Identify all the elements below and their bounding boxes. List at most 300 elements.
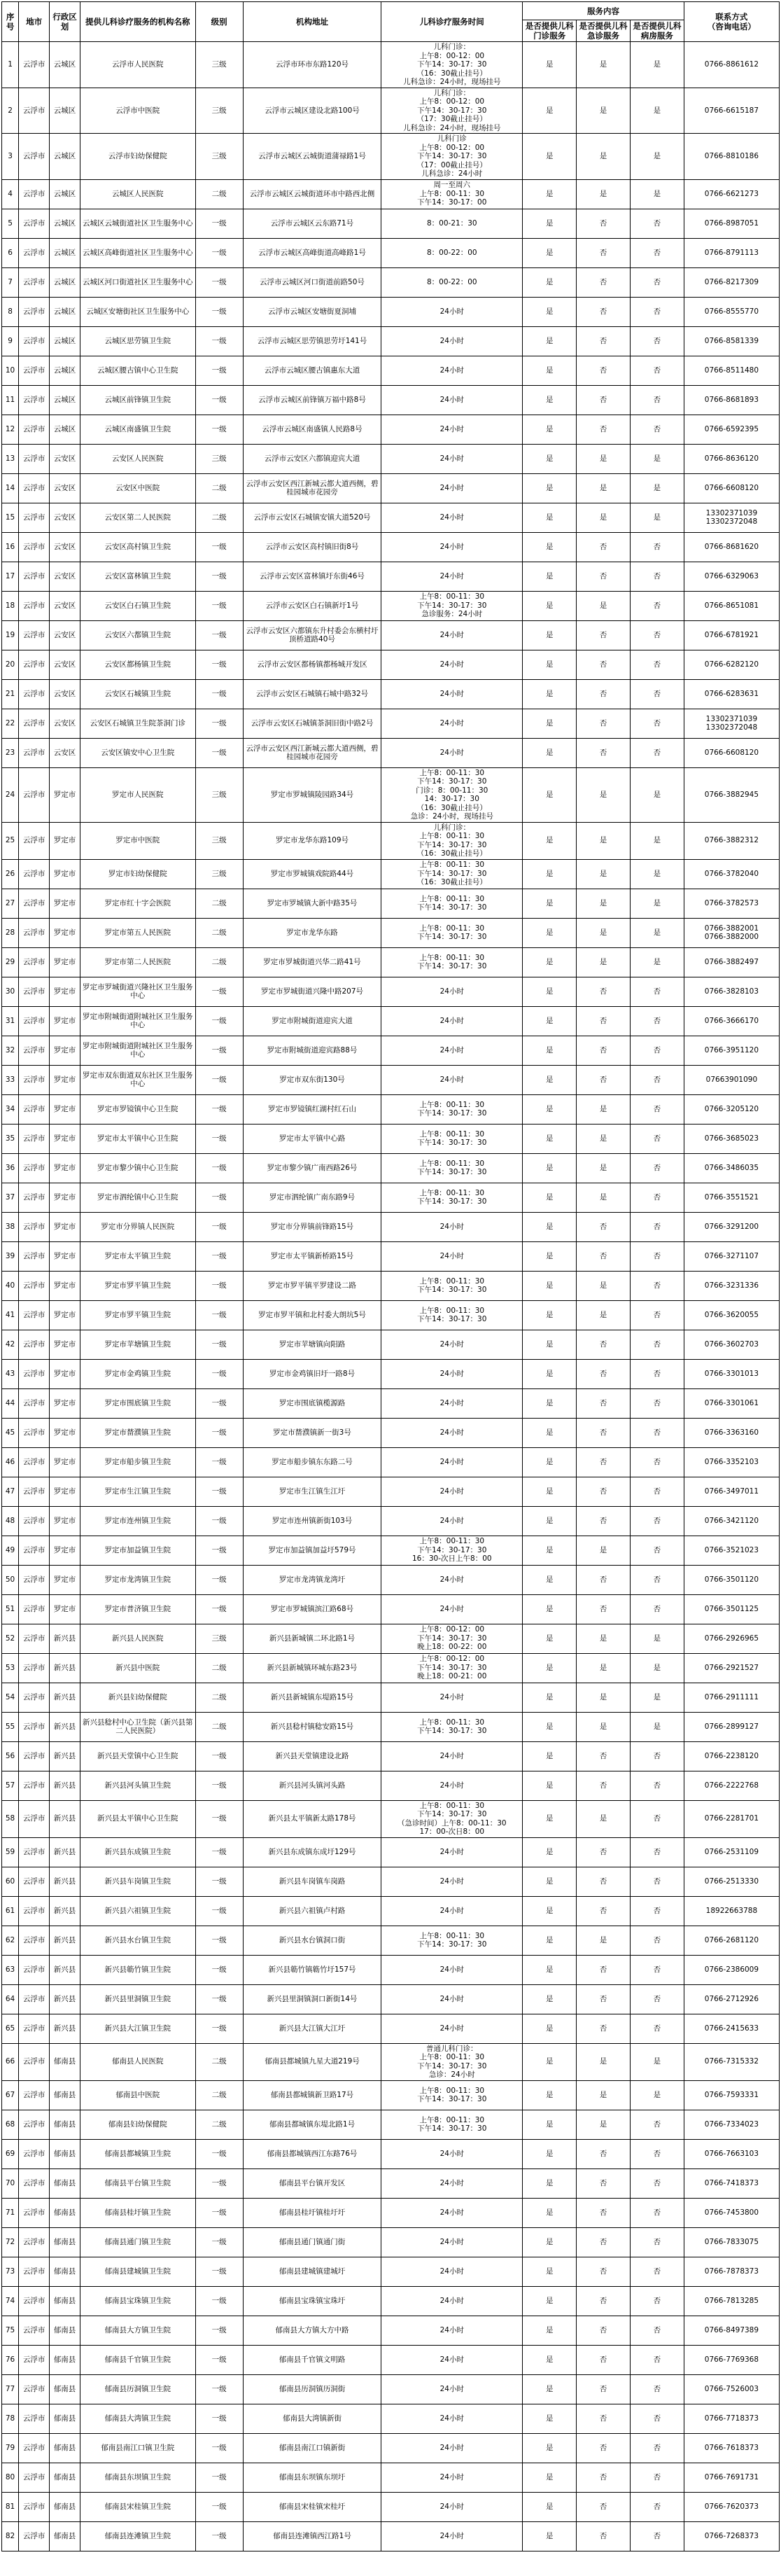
outpatient-flag-cell: 是 <box>523 918 577 947</box>
emergency-flag-cell: 是 <box>577 1926 631 1955</box>
row-no-cell: 27 <box>2 889 19 918</box>
service-hours-cell: 24小时 <box>381 385 523 415</box>
row-no-cell: 57 <box>2 1771 19 1800</box>
contact-phone-cell: 0766-2712926 <box>684 1984 779 2014</box>
outpatient-flag-cell: 是 <box>523 1896 577 1926</box>
ward-flag-cell: 否 <box>630 650 684 679</box>
row-no-cell: 20 <box>2 650 19 679</box>
address-cell: 罗定市苹塘镇向阳路 <box>243 1330 381 1359</box>
service-hours-cell: 上午8：00-11：30 下午14：30-17：30 <box>381 1183 523 1212</box>
service-hours-cell: 上午8：00-11：30 下午14：30-17：30 （急诊时间）上午8：00-11：30 17：00-次日8：00 <box>381 1800 523 1837</box>
address-cell: 罗定市龙湾镇龙湾圩 <box>243 1565 381 1594</box>
institution-name-cell: 罗定市红十字会医院 <box>80 889 195 918</box>
row-no-cell: 4 <box>2 179 19 209</box>
service-hours-cell: 24小时 <box>381 1036 523 1065</box>
table-row <box>2 1771 780 1800</box>
ward-flag-cell: 否 <box>630 1594 684 1624</box>
service-hours-cell: 上午8：00-11：30 下午14：30-17：30 <box>381 918 523 947</box>
city-cell: 云浮市 <box>19 2316 50 2345</box>
table-row <box>2 2014 780 2043</box>
emergency-flag-cell: 是 <box>577 2110 631 2139</box>
level-cell: 三级 <box>195 134 243 180</box>
emergency-flag-cell: 否 <box>577 650 631 679</box>
table-row <box>2 134 780 180</box>
city-cell: 云浮市 <box>19 1094 50 1124</box>
institution-name-cell: 云城区云城街道社区卫生服务中心 <box>80 209 195 238</box>
emergency-flag-cell: 是 <box>577 889 631 918</box>
table-row <box>2 2043 780 2080</box>
row-no-cell: 39 <box>2 1241 19 1271</box>
district-cell: 新兴县 <box>50 1837 80 1867</box>
ward-flag-cell: 是 <box>630 503 684 532</box>
level-cell: 一级 <box>195 1741 243 1771</box>
table-row <box>2 679 780 709</box>
city-cell: 云浮市 <box>19 859 50 889</box>
address-cell: 云浮市云城区前锋镇万福中路8号 <box>243 385 381 415</box>
institution-name-cell: 郁南县桂圩镇卫生院 <box>80 2198 195 2227</box>
table-row <box>2 385 780 415</box>
institution-name-cell: 新兴县人民医院 <box>80 1624 195 1653</box>
contact-phone-cell: 0766-3363160 <box>684 1418 779 1447</box>
institution-name-cell: 郁南县连滩镇卫生院 <box>80 2521 195 2551</box>
institution-name-cell: 新兴县水台镇卫生院 <box>80 1926 195 1955</box>
emergency-flag-cell: 否 <box>577 2168 631 2198</box>
address-cell: 云浮市云安区西江新城云都大道西侧，碧桂园城市花园旁 <box>243 738 381 767</box>
outpatient-flag-cell: 是 <box>523 473 577 503</box>
emergency-flag-cell: 否 <box>577 1741 631 1771</box>
table-row <box>2 1955 780 1984</box>
level-cell: 二级 <box>195 2043 243 2080</box>
ward-flag-cell: 否 <box>630 1300 684 1330</box>
district-cell: 云城区 <box>50 356 80 385</box>
contact-phone-cell: 0766-8681893 <box>684 385 779 415</box>
service-hours-cell: 24小时 <box>381 503 523 532</box>
row-no-cell: 81 <box>2 2492 19 2521</box>
ward-flag-cell: 否 <box>630 679 684 709</box>
institution-name-cell: 罗定市妇幼保健院 <box>80 859 195 889</box>
service-hours-cell: 24小时 <box>381 1955 523 1984</box>
outpatient-flag-cell: 是 <box>523 2286 577 2316</box>
emergency-flag-cell: 是 <box>577 42 631 88</box>
institution-name-cell: 郁南县中医院 <box>80 2080 195 2110</box>
contact-phone-cell: 0766-8861612 <box>684 42 779 88</box>
outpatient-flag-cell: 是 <box>523 179 577 209</box>
address-cell: 罗定市罗城镇陵园路34号 <box>243 767 381 822</box>
emergency-flag-cell: 是 <box>577 88 631 134</box>
row-no-cell: 59 <box>2 1837 19 1867</box>
contact-phone-cell: 0766-2222768 <box>684 1771 779 1800</box>
row-no-cell: 2 <box>2 88 19 134</box>
ward-flag-cell: 是 <box>630 1624 684 1653</box>
service-hours-cell: 上午8：00-11：30 下午14：30-17：30 <box>381 2080 523 2110</box>
contact-phone-cell: 0766-3882497 <box>684 947 779 977</box>
emergency-flag-cell: 否 <box>577 679 631 709</box>
address-cell: 新兴县天堂镇建设北路 <box>243 1741 381 1771</box>
contact-phone-cell: 0766-3882312 <box>684 822 779 859</box>
outpatient-flag-cell: 是 <box>523 1477 577 1506</box>
table-row <box>2 2345 780 2374</box>
header-level: 级别 <box>195 2 243 42</box>
contact-phone-cell: 0766-2921527 <box>684 1653 779 1683</box>
contact-phone-cell: 0766-7618373 <box>684 2433 779 2463</box>
ward-flag-cell: 是 <box>630 2043 684 2080</box>
contact-phone-cell: 0766-3782040 <box>684 859 779 889</box>
level-cell: 二级 <box>195 1653 243 1683</box>
level-cell: 一级 <box>195 1036 243 1065</box>
table-row <box>2 267 780 297</box>
emergency-flag-cell: 是 <box>577 1183 631 1212</box>
district-cell: 罗定市 <box>50 1330 80 1359</box>
emergency-flag-cell: 否 <box>577 1477 631 1506</box>
outpatient-flag-cell: 是 <box>523 1388 577 1418</box>
outpatient-flag-cell: 是 <box>523 2110 577 2139</box>
table-row <box>2 1388 780 1418</box>
city-cell: 云浮市 <box>19 2374 50 2404</box>
address-cell: 新兴县水台镇洞口街 <box>243 1926 381 1955</box>
ward-flag-cell: 否 <box>630 1418 684 1447</box>
table-row <box>2 2110 780 2139</box>
table-row <box>2 1447 780 1477</box>
institution-name-cell: 罗定市龙湾镇卫生院 <box>80 1565 195 1594</box>
contact-phone-cell: 0766-3828103 <box>684 977 779 1006</box>
institution-name-cell: 罗定市第二人民医院 <box>80 947 195 977</box>
city-cell: 云浮市 <box>19 679 50 709</box>
row-no-cell: 64 <box>2 1984 19 2014</box>
address-cell: 云浮市云城区云城街道蒲禄路1号 <box>243 134 381 180</box>
service-hours-cell: 24小时 <box>381 2168 523 2198</box>
emergency-flag-cell: 是 <box>577 1271 631 1300</box>
emergency-flag-cell: 否 <box>577 356 631 385</box>
service-hours-cell: 儿科门诊： 上午8：00-12：00 下午14：30-17：30 （16：30截止挂号） 儿科急诊：24小时，现场挂号 <box>381 42 523 88</box>
row-no-cell: 19 <box>2 620 19 650</box>
contact-phone-cell: 0766-8217309 <box>684 267 779 297</box>
emergency-flag-cell: 否 <box>577 709 631 738</box>
institution-name-cell: 新兴县簕竹镇卫生院 <box>80 1955 195 1984</box>
table-row <box>2 503 780 532</box>
level-cell: 一级 <box>195 2316 243 2345</box>
city-cell: 云浮市 <box>19 767 50 822</box>
outpatient-flag-cell: 是 <box>523 2374 577 2404</box>
service-hours-cell: 上午8：00-11：30 下午14：30-17：30 <box>381 1300 523 1330</box>
ward-flag-cell: 否 <box>630 356 684 385</box>
contact-phone-cell: 0766-7334023 <box>684 2110 779 2139</box>
row-no-cell: 62 <box>2 1926 19 1955</box>
level-cell: 一级 <box>195 1212 243 1241</box>
city-cell: 云浮市 <box>19 1771 50 1800</box>
contact-phone-cell: 0766-3951120 <box>684 1036 779 1065</box>
ward-flag-cell: 是 <box>630 2080 684 2110</box>
outpatient-flag-cell: 是 <box>523 1330 577 1359</box>
ward-flag-cell: 否 <box>630 1867 684 1896</box>
service-hours-cell: 24小时 <box>381 1359 523 1388</box>
institution-name-cell: 郁南县宋桂镇卫生院 <box>80 2492 195 2521</box>
row-no-cell: 30 <box>2 977 19 1006</box>
header-hours: 儿科诊疗服务时间 <box>381 2 523 42</box>
outpatient-flag-cell: 是 <box>523 209 577 238</box>
row-no-cell: 29 <box>2 947 19 977</box>
row-no-cell: 43 <box>2 1359 19 1388</box>
emergency-flag-cell: 否 <box>577 2014 631 2043</box>
service-hours-cell: 24小时 <box>381 977 523 1006</box>
outpatient-flag-cell: 是 <box>523 2014 577 2043</box>
table-row <box>2 947 780 977</box>
address-cell: 云浮市云城区云城街道环市中路西北侧 <box>243 179 381 209</box>
table-row <box>2 620 780 650</box>
table-row <box>2 1712 780 1741</box>
row-no-cell: 67 <box>2 2080 19 2110</box>
header-contact: 联系方式 （咨询电话） <box>684 2 779 42</box>
emergency-flag-cell: 是 <box>577 1536 631 1565</box>
table-body <box>2 42 780 2551</box>
address-cell: 郁南县建城镇建城圩 <box>243 2257 381 2286</box>
address-cell: 郁南县连滩镇西江路1号 <box>243 2521 381 2551</box>
institution-name-cell: 云安区第二人民医院 <box>80 503 195 532</box>
row-no-cell: 15 <box>2 503 19 532</box>
contact-phone-cell: 0766-6615187 <box>684 88 779 134</box>
level-cell: 一级 <box>195 1896 243 1926</box>
service-hours-cell: 24小时 <box>381 297 523 326</box>
contact-phone-cell: 0766-3602703 <box>684 1330 779 1359</box>
service-hours-cell: 上午8：00-11：30 下午14：30-17：30 <box>381 2110 523 2139</box>
district-cell: 云安区 <box>50 532 80 562</box>
level-cell: 一级 <box>195 709 243 738</box>
table-row <box>2 1241 780 1271</box>
ward-flag-cell: 否 <box>630 1359 684 1388</box>
emergency-flag-cell: 否 <box>577 1036 631 1065</box>
address-cell: 新兴县河头镇河头路 <box>243 1771 381 1800</box>
city-cell: 云浮市 <box>19 889 50 918</box>
ward-flag-cell: 否 <box>630 2345 684 2374</box>
row-no-cell: 5 <box>2 209 19 238</box>
district-cell: 云安区 <box>50 620 80 650</box>
district-cell: 郁南县 <box>50 2521 80 2551</box>
table-row <box>2 1065 780 1094</box>
service-hours-cell: 24小时 <box>381 1896 523 1926</box>
address-cell: 郁南县大方镇大方中路 <box>243 2316 381 2345</box>
table-row <box>2 1094 780 1124</box>
service-hours-cell: 24小时 <box>381 415 523 444</box>
header-institution: 提供儿科诊疗服务的机构名称 <box>80 2 195 42</box>
address-cell: 郁南县千官镇文明路 <box>243 2345 381 2374</box>
table-row <box>2 1506 780 1536</box>
service-hours-cell: 24小时 <box>381 650 523 679</box>
emergency-flag-cell: 否 <box>577 1984 631 2014</box>
ward-flag-cell: 否 <box>630 267 684 297</box>
row-no-cell: 45 <box>2 1418 19 1447</box>
contact-phone-cell: 0766-8636120 <box>684 444 779 473</box>
address-cell: 新兴县里洞镇洞口新街14号 <box>243 1984 381 2014</box>
service-hours-cell: 24小时 <box>381 2198 523 2227</box>
ward-flag-cell: 否 <box>630 1094 684 1124</box>
row-no-cell: 32 <box>2 1036 19 1065</box>
service-hours-cell: 上午8：00-11：30 下午14：30-17：30 急诊服务：24小时 <box>381 591 523 620</box>
level-cell: 一级 <box>195 1447 243 1477</box>
city-cell: 云浮市 <box>19 1271 50 1300</box>
address-cell: 罗定市船步镇东东路二号 <box>243 1447 381 1477</box>
level-cell: 一级 <box>195 977 243 1006</box>
table-row <box>2 2463 780 2492</box>
table-row <box>2 650 780 679</box>
table-row <box>2 415 780 444</box>
level-cell: 二级 <box>195 889 243 918</box>
city-cell: 云浮市 <box>19 2198 50 2227</box>
ward-flag-cell: 否 <box>630 1330 684 1359</box>
district-cell: 罗定市 <box>50 1006 80 1036</box>
outpatient-flag-cell: 是 <box>523 415 577 444</box>
table-row <box>2 738 780 767</box>
emergency-flag-cell: 是 <box>577 2043 631 2080</box>
outpatient-flag-cell: 是 <box>523 2080 577 2110</box>
header-services-group: 服务内容 <box>523 2 684 20</box>
service-hours-cell: 24小时 <box>381 2139 523 2168</box>
contact-phone-cell: 0766-7833075 <box>684 2227 779 2257</box>
city-cell: 云浮市 <box>19 2168 50 2198</box>
ward-flag-cell: 否 <box>630 1896 684 1926</box>
city-cell: 云浮市 <box>19 1359 50 1388</box>
outpatient-flag-cell: 是 <box>523 591 577 620</box>
ward-flag-cell: 是 <box>630 767 684 822</box>
header-ward: 是否提供儿科病房服务 <box>630 20 684 42</box>
institution-name-cell: 郁南县妇幼保健院 <box>80 2110 195 2139</box>
level-cell: 三级 <box>195 444 243 473</box>
ward-flag-cell: 否 <box>630 2257 684 2286</box>
outpatient-flag-cell: 是 <box>523 2404 577 2433</box>
service-hours-cell: 24小时 <box>381 2492 523 2521</box>
contact-phone-cell: 0766-3301061 <box>684 1388 779 1418</box>
institution-name-cell: 罗定市黎少镇中心卫生院 <box>80 1153 195 1183</box>
institution-name-cell: 罗定市榃濮镇卫生院 <box>80 1418 195 1447</box>
row-no-cell: 48 <box>2 1506 19 1536</box>
level-cell: 一级 <box>195 1565 243 1594</box>
district-cell: 郁南县 <box>50 2257 80 2286</box>
row-no-cell: 61 <box>2 1896 19 1926</box>
contact-phone-cell: 0766-2531109 <box>684 1837 779 1867</box>
row-no-cell: 58 <box>2 1800 19 1837</box>
table-row <box>2 209 780 238</box>
outpatient-flag-cell: 是 <box>523 532 577 562</box>
emergency-flag-cell: 是 <box>577 503 631 532</box>
table-row <box>2 356 780 385</box>
service-hours-cell: 24小时 <box>381 326 523 356</box>
row-no-cell: 77 <box>2 2374 19 2404</box>
district-cell: 罗定市 <box>50 918 80 947</box>
city-cell: 云浮市 <box>19 2433 50 2463</box>
service-hours-cell: 24小时 <box>381 1837 523 1867</box>
district-cell: 新兴县 <box>50 1771 80 1800</box>
city-cell: 云浮市 <box>19 1565 50 1594</box>
institution-name-cell: 云城区高峰街道社区卫生服务中心 <box>80 238 195 267</box>
level-cell: 一级 <box>195 1955 243 1984</box>
district-cell: 云安区 <box>50 738 80 767</box>
institution-name-cell: 罗定市太平镇卫生院 <box>80 1241 195 1271</box>
contact-phone-cell: 13302371039 13302372048 <box>684 503 779 532</box>
emergency-flag-cell: 否 <box>577 2492 631 2521</box>
institution-name-cell: 郁南县宝珠镇卫生院 <box>80 2286 195 2316</box>
city-cell: 云浮市 <box>19 1241 50 1271</box>
row-no-cell: 31 <box>2 1006 19 1036</box>
emergency-flag-cell: 是 <box>577 1624 631 1653</box>
district-cell: 罗定市 <box>50 1241 80 1271</box>
emergency-flag-cell: 否 <box>577 2345 631 2374</box>
address-cell: 云浮市云城区河口街道前路50号 <box>243 267 381 297</box>
table-row <box>2 709 780 738</box>
outpatient-flag-cell: 是 <box>523 650 577 679</box>
outpatient-flag-cell: 是 <box>523 2198 577 2227</box>
city-cell: 云浮市 <box>19 2286 50 2316</box>
district-cell: 郁南县 <box>50 2316 80 2345</box>
outpatient-flag-cell: 是 <box>523 2139 577 2168</box>
outpatient-flag-cell: 是 <box>523 238 577 267</box>
ward-flag-cell: 否 <box>630 2198 684 2227</box>
service-hours-cell: 24小时 <box>381 1594 523 1624</box>
institution-name-cell: 云安区石城镇卫生院茶洞门诊 <box>80 709 195 738</box>
address-cell: 郁南县都城镇东堤北路1号 <box>243 2110 381 2139</box>
level-cell: 一级 <box>195 1330 243 1359</box>
contact-phone-cell: 0766-2899127 <box>684 1712 779 1741</box>
service-hours-cell: 24小时 <box>381 2286 523 2316</box>
address-cell: 云浮市云安区石城镇安镇大道520号 <box>243 503 381 532</box>
ward-flag-cell: 否 <box>630 385 684 415</box>
institution-name-cell: 郁南县东坝镇卫生院 <box>80 2463 195 2492</box>
city-cell: 云浮市 <box>19 2257 50 2286</box>
row-no-cell: 82 <box>2 2521 19 2551</box>
district-cell: 新兴县 <box>50 1712 80 1741</box>
emergency-flag-cell: 否 <box>577 1447 631 1477</box>
city-cell: 云浮市 <box>19 947 50 977</box>
institution-name-cell: 云安区富林镇卫生院 <box>80 562 195 591</box>
contact-phone-cell: 18922663788 <box>684 1896 779 1926</box>
emergency-flag-cell: 是 <box>577 1124 631 1153</box>
city-cell: 云浮市 <box>19 620 50 650</box>
level-cell: 一级 <box>195 2404 243 2433</box>
contact-phone-cell: 0766-8810186 <box>684 134 779 180</box>
row-no-cell: 47 <box>2 1477 19 1506</box>
emergency-flag-cell: 否 <box>577 1065 631 1094</box>
institution-name-cell: 罗定市太平镇中心卫生院 <box>80 1124 195 1153</box>
ward-flag-cell: 是 <box>630 134 684 180</box>
table-row <box>2 1153 780 1183</box>
outpatient-flag-cell: 是 <box>523 889 577 918</box>
city-cell: 云浮市 <box>19 1867 50 1896</box>
outpatient-flag-cell: 是 <box>523 1153 577 1183</box>
table-row <box>2 1594 780 1624</box>
district-cell: 云城区 <box>50 267 80 297</box>
level-cell: 一级 <box>195 1418 243 1447</box>
outpatient-flag-cell: 是 <box>523 562 577 591</box>
city-cell: 云浮市 <box>19 1212 50 1241</box>
table-row <box>2 1984 780 2014</box>
row-no-cell: 33 <box>2 1065 19 1094</box>
city-cell: 云浮市 <box>19 1418 50 1447</box>
row-no-cell: 21 <box>2 679 19 709</box>
contact-phone-cell: 0766-7526003 <box>684 2374 779 2404</box>
district-cell: 新兴县 <box>50 1741 80 1771</box>
service-hours-cell: 24小时 <box>381 620 523 650</box>
service-hours-cell: 24小时 <box>381 709 523 738</box>
outpatient-flag-cell: 是 <box>523 1712 577 1741</box>
ward-flag-cell: 否 <box>630 738 684 767</box>
table-row <box>2 297 780 326</box>
emergency-flag-cell: 是 <box>577 859 631 889</box>
ward-flag-cell: 否 <box>630 297 684 326</box>
contact-phone-cell: 0766-3882001 0766-3882000 <box>684 918 779 947</box>
header-row-1 <box>2 2 780 20</box>
address-cell: 罗定市太平镇中心路 <box>243 1124 381 1153</box>
city-cell: 云浮市 <box>19 1153 50 1183</box>
service-hours-cell: 周一至周六 上午8：00-11：30 下午14：30-17：00 <box>381 179 523 209</box>
service-hours-cell: 24小时 <box>381 1565 523 1594</box>
row-no-cell: 23 <box>2 738 19 767</box>
